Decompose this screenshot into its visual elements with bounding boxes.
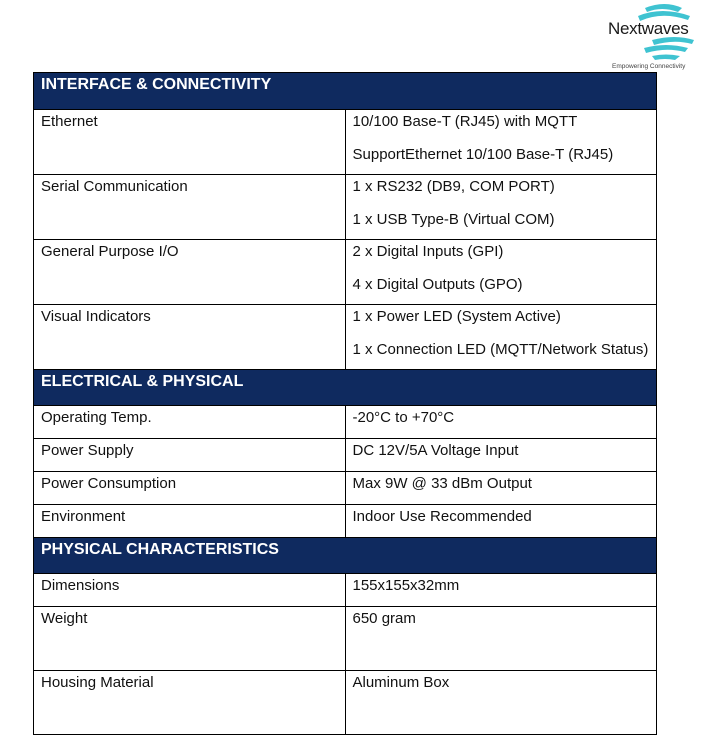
spec-label	[34, 240, 346, 305]
section-header	[34, 538, 657, 574]
spec-label-text: Housing Material	[41, 674, 154, 691]
spec-row	[34, 305, 657, 370]
logo-wordmark: Nextwaves	[608, 19, 689, 38]
spec-label	[34, 439, 346, 472]
spec-value	[345, 574, 657, 607]
section-title: ELECTRICAL & PHYSICAL	[34, 370, 657, 406]
spec-value	[345, 439, 657, 472]
spec-value-line: Max 9W @ 33 dBm Output	[352, 475, 532, 492]
spec-value	[345, 175, 657, 240]
spec-label	[34, 406, 346, 439]
spec-label-text: General Purpose I/O	[41, 243, 179, 260]
section-header	[34, 370, 657, 406]
spec-row	[34, 175, 657, 240]
spec-value	[345, 472, 657, 505]
spec-value-line: 1 x USB Type-B (Virtual COM)	[352, 211, 555, 228]
section-header	[34, 73, 657, 110]
spec-value-line: 650 gram	[352, 610, 416, 627]
spec-value	[345, 671, 657, 735]
spec-value-line: 1 x Connection LED (MQTT/Network Status)	[352, 341, 649, 358]
spec-row	[34, 671, 657, 735]
spec-value	[345, 505, 657, 538]
spec-label	[34, 574, 346, 607]
spec-value	[345, 406, 657, 439]
spec-value-line: Aluminum Box	[352, 674, 450, 691]
spec-value	[345, 305, 657, 370]
spec-value-line: 10/100 Base-T (RJ45) with MQTT	[352, 113, 578, 130]
spec-row	[34, 439, 657, 472]
spec-table	[33, 72, 657, 735]
spec-label	[34, 110, 346, 175]
section-title: INTERFACE & CONNECTIVITY	[34, 73, 657, 110]
spec-label-text: Power Supply	[41, 442, 134, 459]
spec-value-line: 2 x Digital Inputs (GPI)	[352, 243, 504, 260]
spec-value-line: -20°C to +70°C	[352, 409, 455, 426]
spec-row	[34, 505, 657, 538]
spec-label-text: Weight	[41, 610, 88, 627]
spec-label	[34, 472, 346, 505]
spec-row	[34, 110, 657, 175]
nextwaves-logo	[600, 2, 710, 72]
spec-label-text: Visual Indicators	[41, 308, 151, 325]
spec-value-line: DC 12V/5A Voltage Input	[352, 442, 519, 459]
spec-value-line: 1 x RS232 (DB9, COM PORT)	[352, 178, 555, 195]
spec-label-text: Serial Communication	[41, 178, 188, 195]
spec-label	[34, 671, 346, 735]
spec-label	[34, 175, 346, 240]
spec-label	[34, 305, 346, 370]
spec-value	[345, 607, 657, 671]
spec-label-text: Power Consumption	[41, 475, 177, 492]
section-title: PHYSICAL CHARACTERISTICS	[34, 538, 657, 574]
spec-value-line: 4 x Digital Outputs (GPO)	[352, 276, 523, 293]
spec-label-text: Dimensions	[41, 577, 120, 594]
spec-value-line: Indoor Use Recommended	[352, 508, 532, 525]
spec-label-text: Operating Temp.	[41, 409, 152, 426]
spec-value	[345, 240, 657, 305]
spec-label	[34, 505, 346, 538]
spec-row	[34, 472, 657, 505]
spec-row	[34, 240, 657, 305]
spec-value-line: 1 x Power LED (System Active)	[352, 308, 561, 325]
spec-row	[34, 607, 657, 671]
spec-value-line: 155x155x32mm	[352, 577, 460, 594]
spec-value	[345, 110, 657, 175]
spec-label-text: Environment	[41, 508, 126, 525]
spec-label-text: Ethernet	[41, 113, 98, 130]
spec-label	[34, 607, 346, 671]
spec-row	[34, 406, 657, 439]
spec-value-line: SupportEthernet 10/100 Base-T (RJ45)	[352, 146, 614, 163]
logo-tagline: Empowering Connectivity	[612, 63, 686, 70]
spec-row	[34, 574, 657, 607]
